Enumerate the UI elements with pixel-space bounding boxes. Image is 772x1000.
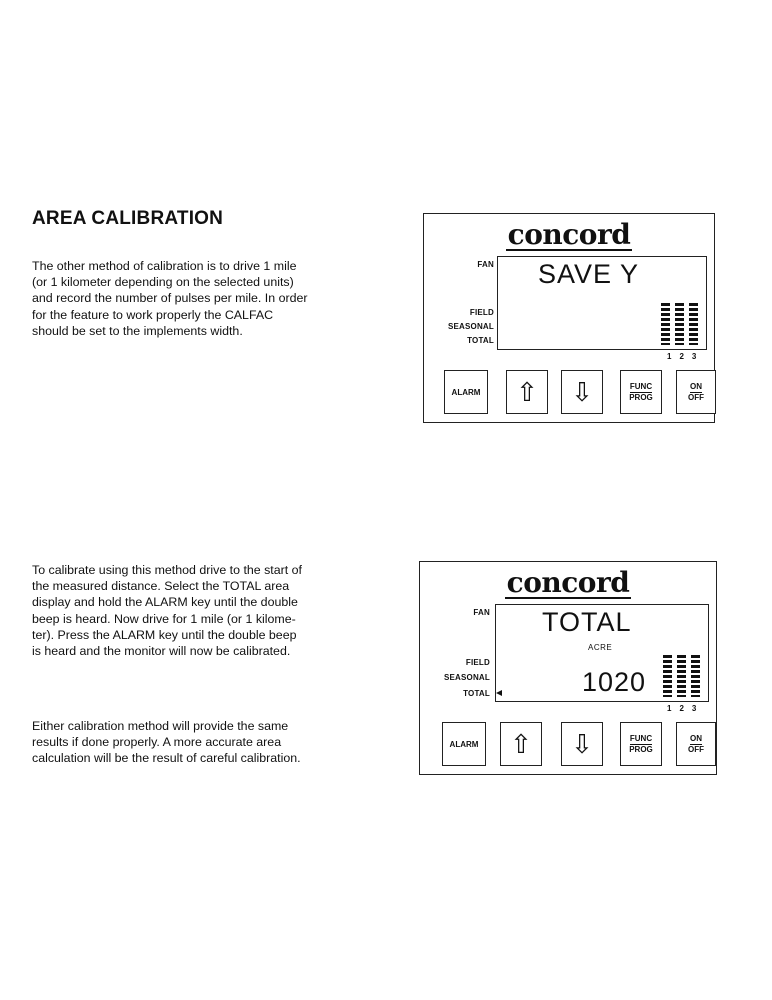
label-total: TOTAL	[463, 689, 490, 698]
down-arrow-button[interactable]	[561, 722, 603, 766]
label-field: FIELD	[469, 308, 494, 317]
brand-logo: concord	[506, 566, 630, 599]
text-line: calculation will be the result of careful calibration.	[32, 751, 301, 766]
alarm-button[interactable]: ALARM	[444, 370, 488, 414]
bar-numbers: 1 2 3	[667, 352, 697, 361]
total-pointer-icon	[496, 690, 502, 696]
lcd-display	[495, 604, 709, 702]
paragraph-calibrate-steps	[32, 562, 382, 659]
label-total: TOTAL	[467, 336, 494, 345]
bar-graph	[661, 303, 698, 345]
monitor-panel-save	[423, 213, 715, 423]
lcd-display	[497, 256, 707, 350]
value-readout: 1020	[582, 667, 647, 697]
up-arrow-icon: ⇧	[516, 376, 538, 407]
label-seasonal: SEASONAL	[443, 673, 490, 682]
alarm-button[interactable]: ALARM	[442, 722, 486, 766]
down-arrow-icon: ⇩	[571, 728, 593, 759]
bar-3	[691, 655, 700, 697]
func-prog-button[interactable]: FUNC PROG	[620, 722, 662, 766]
brand-logo: concord	[507, 218, 631, 251]
text-line: is heard and the monitor will now be calibrated.	[32, 644, 291, 659]
bar-1	[661, 303, 670, 345]
up-arrow-button[interactable]	[506, 370, 548, 414]
text-line: for the feature to work properly the CALFAC	[32, 307, 274, 322]
paragraph-other-method	[32, 258, 382, 339]
text-line: To calibrate using this method drive to the start of	[32, 563, 302, 577]
text-line: should be set to the implements width.	[32, 323, 243, 338]
bar-graph	[663, 655, 700, 697]
up-arrow-icon: ⇧	[510, 728, 532, 759]
bar-1	[663, 655, 672, 697]
paragraph-either-method	[32, 718, 382, 767]
display-text: SAVE Y	[538, 259, 640, 289]
bar-2	[677, 655, 686, 697]
text-line: Either calibration method will provide the same	[32, 719, 289, 733]
text-line: ter). Press the ALARM key until the double beep	[32, 627, 297, 642]
text-line: The other method of calibration is to drive 1 mile	[32, 259, 297, 273]
bar-numbers: 1 2 3	[667, 704, 697, 713]
text-line: results if done properly. A more accurate area	[32, 735, 282, 750]
label-fan: FAN	[473, 608, 490, 617]
section-heading: AREA CALIBRATION	[32, 208, 224, 229]
display-text: TOTAL	[542, 607, 632, 637]
text-line: beep is heard. Now drive for 1 mile (or 1 kilome-	[32, 611, 296, 626]
down-arrow-icon: ⇩	[571, 376, 593, 407]
on-off-button[interactable]: ON OFF	[676, 722, 716, 766]
label-field: FIELD	[465, 658, 490, 667]
on-off-button[interactable]: ON OFF	[676, 370, 716, 414]
down-arrow-button[interactable]	[561, 370, 603, 414]
text-line: and record the number of pulses per mile. In order	[32, 291, 308, 306]
bar-2	[675, 303, 684, 345]
unit-label: ACRE	[588, 643, 613, 652]
text-line: the measured distance. Select the TOTAL area	[32, 579, 290, 594]
bar-3	[689, 303, 698, 345]
text-line: display and hold the ALARM key until the double	[32, 595, 298, 610]
up-arrow-button[interactable]	[500, 722, 542, 766]
label-fan: FAN	[477, 260, 494, 269]
monitor-panel-total	[419, 561, 717, 775]
func-prog-button[interactable]: FUNC PROG	[620, 370, 662, 414]
text-line: (or 1 kilometer depending on the selected units)	[32, 275, 294, 290]
label-seasonal: SEASONAL	[447, 322, 494, 331]
